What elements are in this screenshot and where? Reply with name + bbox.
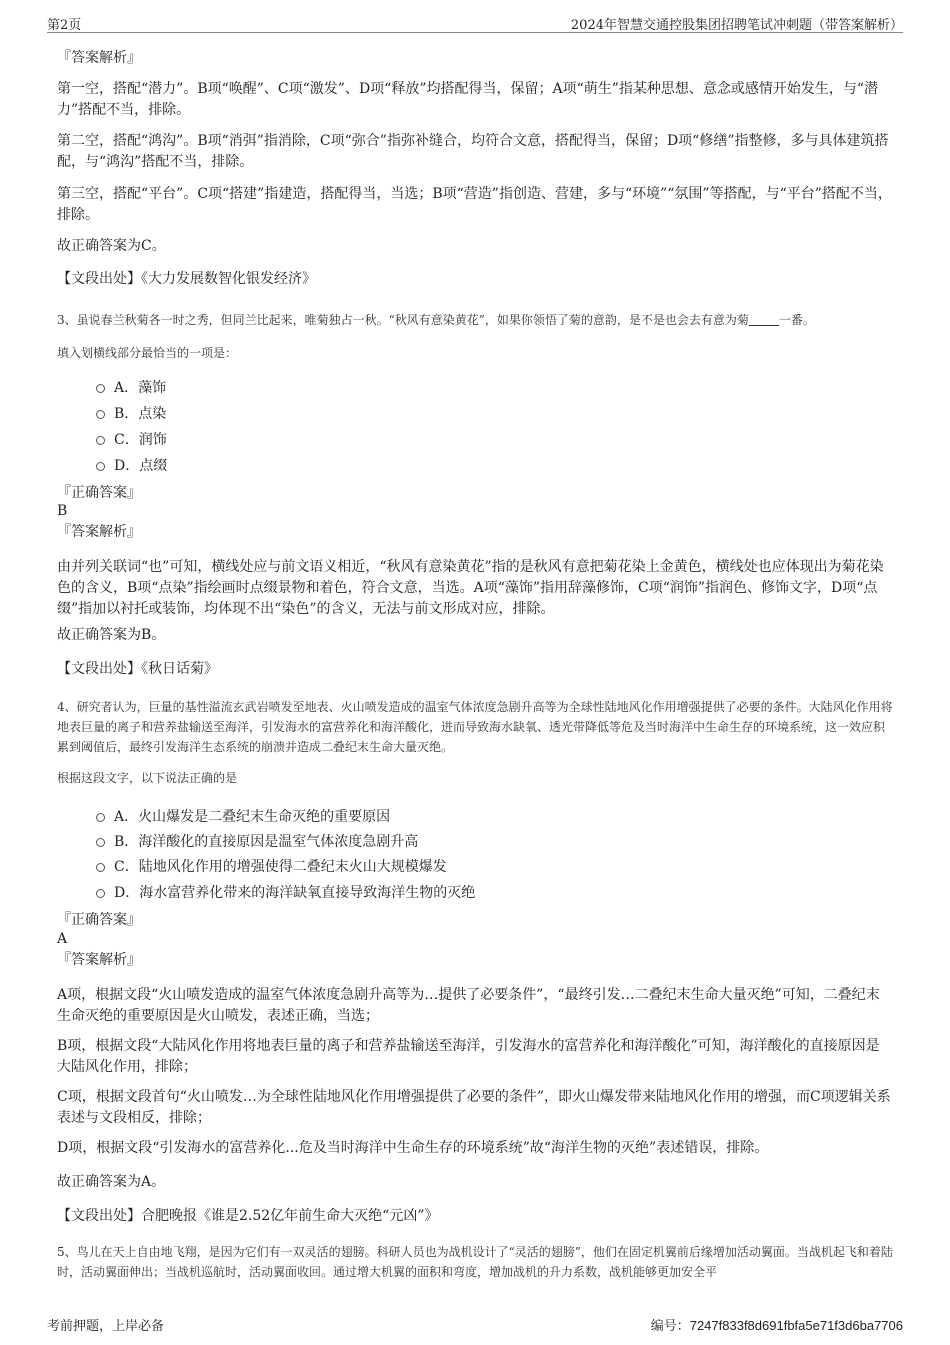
page-header <box>47 12 903 33</box>
q2-analysis-p3: 第三空，搭配“平台”。C项“搭建”指建造，搭配得当，当选；B项“营造”指创造、营建，多与“环境”“氛围”等搭配，与“平台”搭配不当，排除。 <box>57 186 892 223</box>
q4-correct-label: 『正确答案』 <box>57 912 141 928</box>
q3-source: 【文段出处】《秋日话菊》 <box>57 661 218 677</box>
q4-source: 【文段出处】合肥晚报《谁是2.52亿年前生命大灭绝“元凶”》 <box>57 1208 439 1224</box>
q2-analysis-label: 『答案解析』 <box>57 50 141 66</box>
q4-prompt: 根据这段文字，以下说法正确的是 <box>57 771 238 785</box>
q3-option-d[interactable]: D．点缀 <box>96 456 167 476</box>
q3-stem: 3、虽说春兰秋菊各一时之秀，但同兰比起来，唯菊独占一秋。“秋风有意染黄花”，如果你领悟了菊的意韵，是不是也会去有意为菊 一番。 <box>57 313 815 327</box>
answer-blank <box>749 313 779 326</box>
q3-analysis-label: 『答案解析』 <box>57 524 141 540</box>
q4-conclusion: 故正确答案为A。 <box>57 1174 166 1190</box>
q4-analysis-a: A项，根据文段“火山喷发造成的温室气体浓度急剧升高等为…提供了必要条件”，“最终引发…二叠纪末生命大量灭绝”可知，二叠纪末生命灭绝的重要原因是火山喷发，表述正确，当选； <box>57 987 880 1024</box>
q4-correct-answer: A <box>57 931 68 947</box>
page-number: 第2页 <box>47 18 82 33</box>
q2-conclusion: 故正确答案为C。 <box>57 238 166 254</box>
q3-conclusion: 故正确答案为B。 <box>57 627 166 643</box>
radio-icon[interactable] <box>96 436 105 445</box>
q4-analysis-d: D项，根据文段“引发海水的富营养化...危及当时海洋中生命生存的环境系统”故“海洋生物的灭绝”表述错误，排除。 <box>57 1140 769 1156</box>
footer-slogan: 考前押题，上岸必备 <box>47 1319 165 1334</box>
radio-icon[interactable] <box>96 838 105 847</box>
q4-analysis-label: 『答案解析』 <box>57 952 141 968</box>
q2-source: 【文段出处】《大力发展数智化银发经济》 <box>57 271 316 287</box>
q4-stem: 4、研究者认为，巨量的基性溢流玄武岩喷发至地表、火山喷发造成的温室气体浓度急剧升高等为全球性陆地风化作用增强提供了必要的条件。大陆风化作用将地表巨量的离子和营养盐输送至海洋，引发海水的富营养化和海洋酸化，进而导致海水缺氧、透光带降低等危及当时海洋中生命生存的环境系统，这一效应积累到阈值后，最终引发海洋生态系统的崩溃并造成二叠纪末生命大量灭绝。 <box>57 700 893 754</box>
q3-option-b[interactable]: B．点染 <box>96 404 166 424</box>
q3-prompt: 填入划横线部分最恰当的一项是： <box>57 346 238 360</box>
q4-option-a[interactable]: A．火山爆发是二叠纪末生命灭绝的重要原因 <box>96 807 390 827</box>
q4-option-c[interactable]: C．陆地风化作用的增强使得二叠纪末火山大规模爆发 <box>96 857 447 877</box>
q4-option-b[interactable]: B．海洋酸化的直接原因是温室气体浓度急剧升高 <box>96 832 418 852</box>
q5-stem: 5、鸟儿在天上自由地飞翔，是因为它们有一双灵活的翅膀。科研人员也为战机设计了“灵活的翅膀”，他们在固定机翼前后缘增加活动翼面。当战机起飞和着陆时，活动翼面伸出；当战机巡航时，活动翼面收回。通过增大机翼的面积和弯度，增加战机的升力系数，战机能够更加安全平 <box>57 1245 893 1279</box>
page-footer <box>47 1313 903 1334</box>
document-title: 2024年智慧交通控股集团招聘笔试冲刺题（带答案解析） <box>570 18 903 33</box>
q2-analysis-p2: 第二空，搭配“鸿沟”。B项“消弭”指消除，C项“弥合”指弥补缝合，均符合文意，搭配得当，保留；D项“修缮”指整修，多与具体建筑搭配，与“鸿沟”搭配不当，排除。 <box>57 133 889 170</box>
radio-icon[interactable] <box>96 863 105 872</box>
q4-option-d[interactable]: D．海水富营养化带来的海洋缺氧直接导致海洋生物的灭绝 <box>96 883 475 903</box>
q2-analysis-p1: 第一空，搭配“潜力”。B项“唤醒”、C项“激发”、D项“释放”均搭配得当，保留；A项“萌生”指某种思想、意念或感情开始发生，与“潜力”搭配不当，排除。 <box>57 81 879 118</box>
q3-option-a[interactable]: A．藻饰 <box>96 378 166 398</box>
radio-icon[interactable] <box>96 384 105 393</box>
q3-analysis: 由并列关联词“也”可知，横线处应与前文语义相近，“秋风有意染黄花”指的是秋风有意把菊花染上金黄色，横线处也应体现出为菊花染色的含义，B项“点染”指绘画时点缀景物和着色，符合文意，当选。A项“藻饰”指用辞藻修饰，C项“润饰”指润色、修饰文字，D项“点缀”指加以衬托或装饰，均体现不出“染色”的含义，无法与前文形成对应，排除。 <box>57 559 884 617</box>
document-id: 编号：7247f833f8d691fbfa5e71f3d6ba7706 <box>650 1318 903 1333</box>
radio-icon[interactable] <box>96 813 105 822</box>
q4-analysis-b: B项，根据文段“大陆风化作用将地表巨量的离子和营养盐输送至海洋，引发海水的富营养化和海洋酸化”可知，海洋酸化的直接原因是大陆风化作用，排除； <box>57 1038 880 1075</box>
q3-correct-label: 『正确答案』 <box>57 485 141 501</box>
radio-icon[interactable] <box>96 410 105 419</box>
radio-icon[interactable] <box>96 462 105 471</box>
q3-correct-answer: B <box>57 503 68 519</box>
q3-option-c[interactable]: C．润饰 <box>96 430 167 450</box>
q4-analysis-c: C项，根据文段首句“火山喷发…为全球性陆地风化作用增强提供了必要的条件”，即火山爆发带来陆地风化作用的增强，而C项逻辑关系表述与文段相反，排除； <box>57 1089 891 1126</box>
radio-icon[interactable] <box>96 889 105 898</box>
